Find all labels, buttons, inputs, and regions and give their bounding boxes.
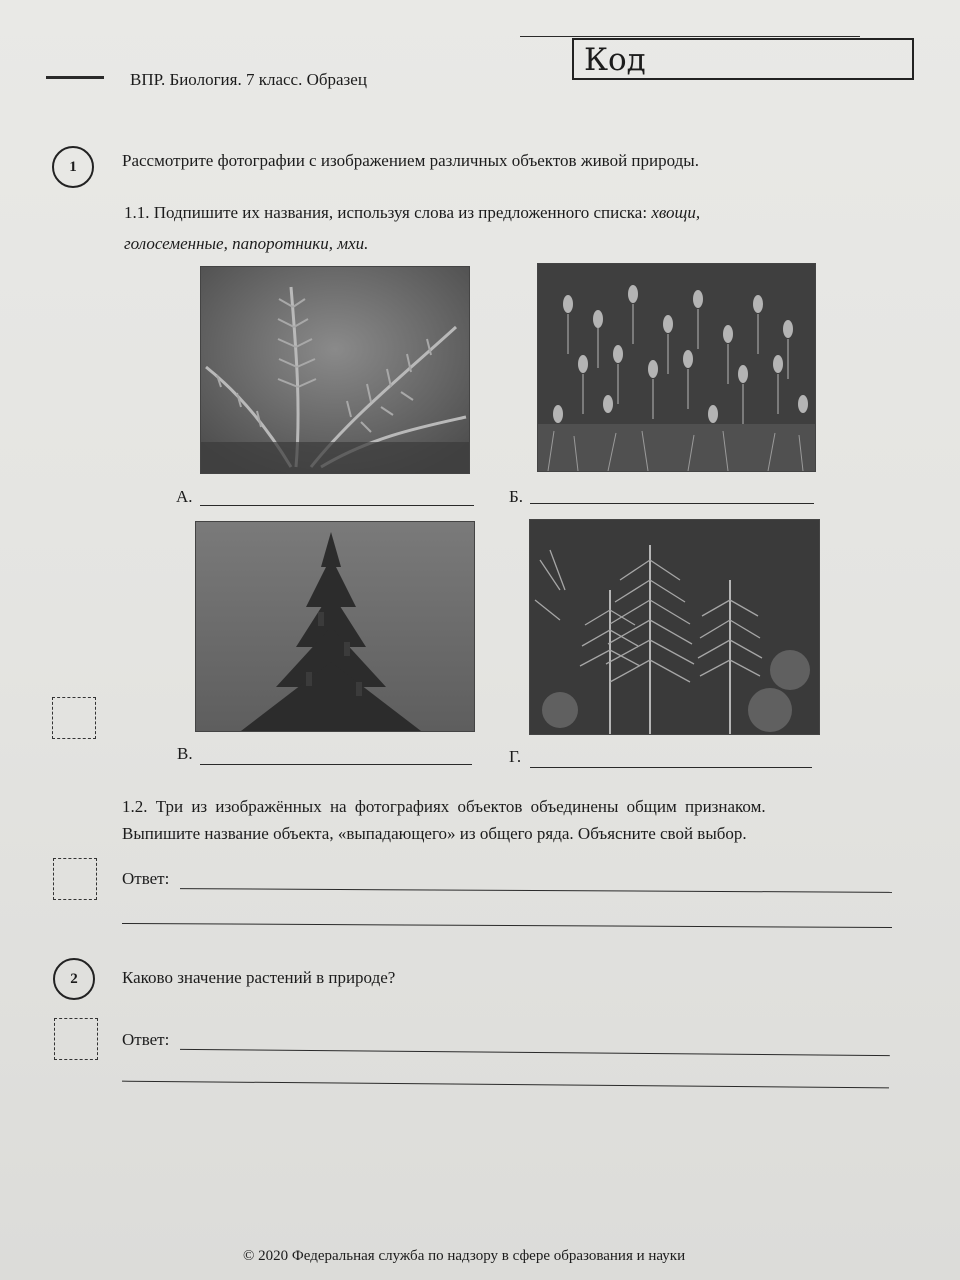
header-left-mark — [46, 76, 104, 79]
label-v: В. — [177, 744, 193, 763]
question-1-text: Рассмотрите фотографии с изображением различных объектов живой природы. — [122, 151, 699, 170]
answer-label-2: Ответ: — [122, 1030, 170, 1049]
question-1-number: 1 — [52, 146, 94, 188]
moss-photo-image — [538, 264, 815, 471]
code-box[interactable] — [572, 38, 914, 80]
task-1-1-words-2: голосеменные, папоротники, мхи. — [124, 234, 369, 253]
score-box-1-1[interactable] — [52, 697, 96, 739]
horsetail-photo-image — [530, 520, 819, 734]
answer-line-g[interactable] — [530, 767, 812, 768]
spruce-photo-image — [196, 522, 474, 731]
photo-moss — [537, 263, 816, 472]
label-g: Г. — [509, 747, 522, 766]
task-1-2-line1: 1.2. Три из изображённых на фотографиях объектов объединены общим признаком. — [122, 797, 766, 816]
task-1-1-words-1: хвощи, — [651, 203, 701, 222]
question-2-number: 2 — [53, 958, 95, 1000]
photo-horsetail — [529, 519, 820, 735]
score-box-1-2[interactable] — [53, 858, 97, 900]
header-title: ВПР. Биология. 7 класс. Образец — [130, 70, 367, 89]
task-1-2-line2: Выпишите название объекта, «выпадающего» из общего ряда. Объясните свой выбор. — [122, 824, 747, 843]
label-a: А. — [176, 487, 193, 506]
fern-photo-image — [201, 267, 469, 473]
task-1-1-line1 — [124, 203, 700, 223]
header-top-rule — [520, 36, 860, 37]
answer-line-1-2-a[interactable] — [180, 888, 892, 893]
answer-label-1-2: Ответ: — [122, 869, 170, 888]
question-2-text: Каково значение растений в природе? — [122, 968, 396, 987]
answer-line-a[interactable] — [200, 505, 474, 506]
code-label: Код — [584, 42, 646, 78]
footer-copyright: © 2020 Федеральная служба по надзору в сфере образования и науки — [243, 1248, 686, 1264]
photo-spruce — [195, 521, 475, 732]
score-box-2[interactable] — [54, 1018, 98, 1060]
answer-line-2-b[interactable] — [122, 1081, 889, 1089]
label-b: Б. — [509, 487, 524, 506]
answer-line-b[interactable] — [530, 503, 814, 504]
task-1-1-prefix: 1.1. Подпишите их названия, используя слова из предложенного списка: — [124, 203, 648, 222]
photo-fern — [200, 266, 470, 474]
answer-line-1-2-b[interactable] — [122, 923, 892, 928]
answer-line-v[interactable] — [200, 764, 472, 765]
answer-line-2-a[interactable] — [180, 1049, 890, 1056]
